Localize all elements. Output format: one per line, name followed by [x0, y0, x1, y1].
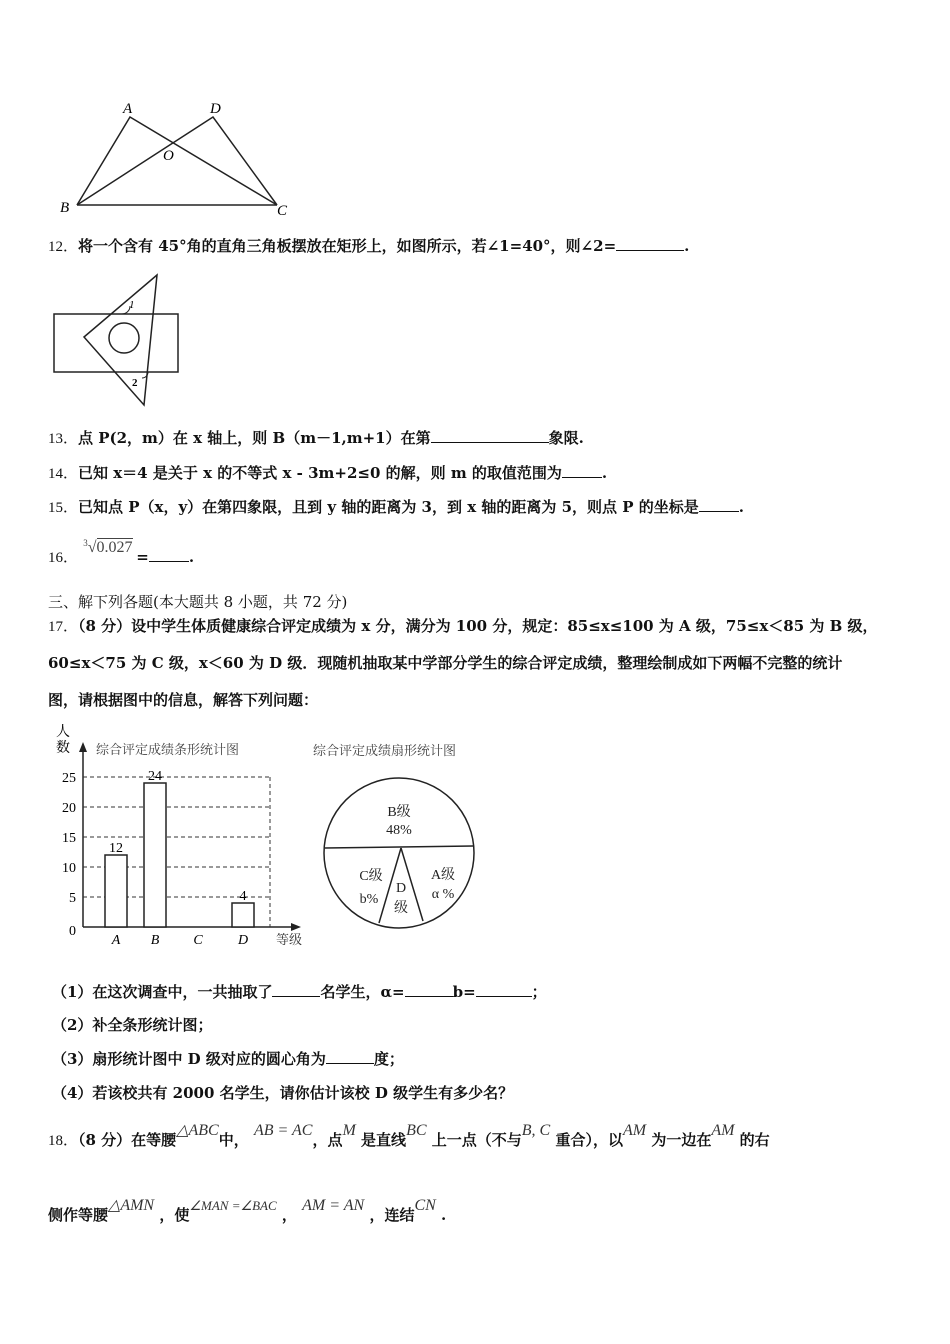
question-17-line-3: 图，请根据图中的信息，解答下列问题： [48, 691, 319, 709]
bar-chart-title: 综合评定成绩条形统计图 [96, 742, 240, 757]
svg-text:b%: b% [359, 892, 379, 907]
svg-text:级: 级 [394, 901, 408, 916]
svg-text:C: C [193, 933, 203, 948]
answer-blank-b[interactable] [476, 982, 532, 997]
question-text: 将一个含有 45°角的直角三角板摆放在矩形上，如图所示，若∠1=40°，则∠2= [78, 237, 617, 255]
cube-root-expression: $^3$√0.027 [83, 538, 133, 556]
answer-blank-angle[interactable] [326, 1049, 374, 1064]
label-b: B [60, 200, 70, 216]
svg-text:A: A [111, 933, 121, 948]
answer-blank[interactable] [149, 547, 189, 562]
bar-d [232, 903, 254, 927]
question-17-sub-1: （1）在这次调查中，一共抽取了 名学生，α= b= ； [52, 983, 547, 1001]
question-17-line-1: 17．（8 分）设中学生体质健康综合评定成绩为 x 分，满分为 100 分，规定：85≤x≤100 为 A 级，75≤x＜85 为 B 级， [48, 617, 878, 635]
svg-text:4: 4 [239, 889, 247, 904]
question-17-sub-3: （3）扇形统计图中 D 级对应的圆心角为 度； [52, 1050, 404, 1068]
question-14: 14．已知 x＝4 是关于 x 的不等式 x - 3m+2≤0 的解，则 m 的取值范围为 . [48, 464, 608, 482]
svg-text:24: 24 [148, 769, 162, 784]
question-16: 16． $^3$√0.027 = . [48, 538, 195, 566]
y-axis-label-1: 人 [56, 725, 70, 740]
pie-chart-title: 综合评定成绩扇形统计图 [313, 743, 457, 758]
svg-text:D: D [395, 881, 407, 896]
angle-1-label: 1 [129, 299, 135, 311]
svg-text:0: 0 [69, 924, 76, 939]
question-17-sub-4: （4）若该校共有 2000 名学生，请你估计该校 D 级学生有多少名？ [52, 1084, 514, 1102]
figure-rectangle-triangle [52, 270, 182, 410]
answer-blank[interactable] [562, 463, 602, 478]
label-o: O [163, 148, 174, 164]
svg-text:15: 15 [62, 831, 76, 846]
svg-text:48%: 48% [386, 823, 412, 838]
figure-triangles-abc-dbc [55, 95, 295, 220]
section-heading: 三、解下列各题(本大题共 8 小题，共 72 分) [48, 593, 348, 611]
question-17-line-2: 60≤x＜75 为 C 级，x＜60 为 D 级．现随机抽取某中学部分学生的综合评定成绩，整理绘制成如下两幅不完整的统计 [48, 654, 843, 672]
answer-blank-alpha[interactable] [405, 982, 453, 997]
question-13: 13．点 P(2，m）在 x 轴上，则 B（m－1,m+1）在第 象限. [48, 429, 584, 447]
question-18-line-2: 侧作等腰△AMN ，使∠MAN =∠BAC ， AM = AN ，连结CN . [48, 1197, 447, 1224]
question-number: 12． [48, 239, 79, 255]
question-15: 15．已知点 P（x，y）在第四象限，且到 y 轴的距离为 3，到 x 轴的距离为 5，则点 P 的坐标是 . [48, 498, 745, 516]
x-axis-label: 等级 [276, 932, 303, 947]
svg-text:B级: B级 [387, 805, 411, 820]
question-17-sub-2: （2）补全条形统计图； [52, 1016, 213, 1034]
svg-text:A级: A级 [430, 868, 456, 883]
angle-2-label: 2 [132, 377, 138, 389]
answer-blank[interactable] [699, 497, 739, 512]
svg-text:12: 12 [109, 841, 123, 856]
svg-text:10: 10 [62, 861, 76, 876]
svg-text:C级: C级 [359, 869, 383, 884]
pie-chart [305, 722, 495, 950]
question-12: 12．将一个含有 45°角的直角三角板摆放在矩形上，如图所示，若∠1=40°，则∠2= . [48, 237, 690, 255]
bar-b [144, 783, 166, 927]
label-d: D [210, 101, 221, 117]
svg-text:20: 20 [62, 801, 76, 816]
answer-blank-count[interactable] [272, 982, 320, 997]
answer-blank[interactable] [431, 428, 549, 443]
svg-text:α %: α % [431, 887, 455, 902]
answer-blank[interactable] [616, 236, 684, 251]
label-a: A [123, 101, 133, 117]
y-axis-label-2: 数 [56, 741, 70, 756]
label-c: C [277, 203, 288, 219]
question-18-line-1: 18．（8 分）在等腰△ABC中， AB = AC，点M 是直线BC 上一点（不与B, C 重合），以AM 为一边在AM 的右 [48, 1122, 770, 1149]
bar-a [105, 855, 127, 927]
svg-text:B: B [150, 933, 160, 948]
bar-chart [48, 722, 308, 950]
svg-text:D: D [237, 933, 249, 948]
svg-text:5: 5 [69, 891, 76, 906]
svg-text:25: 25 [62, 771, 76, 786]
